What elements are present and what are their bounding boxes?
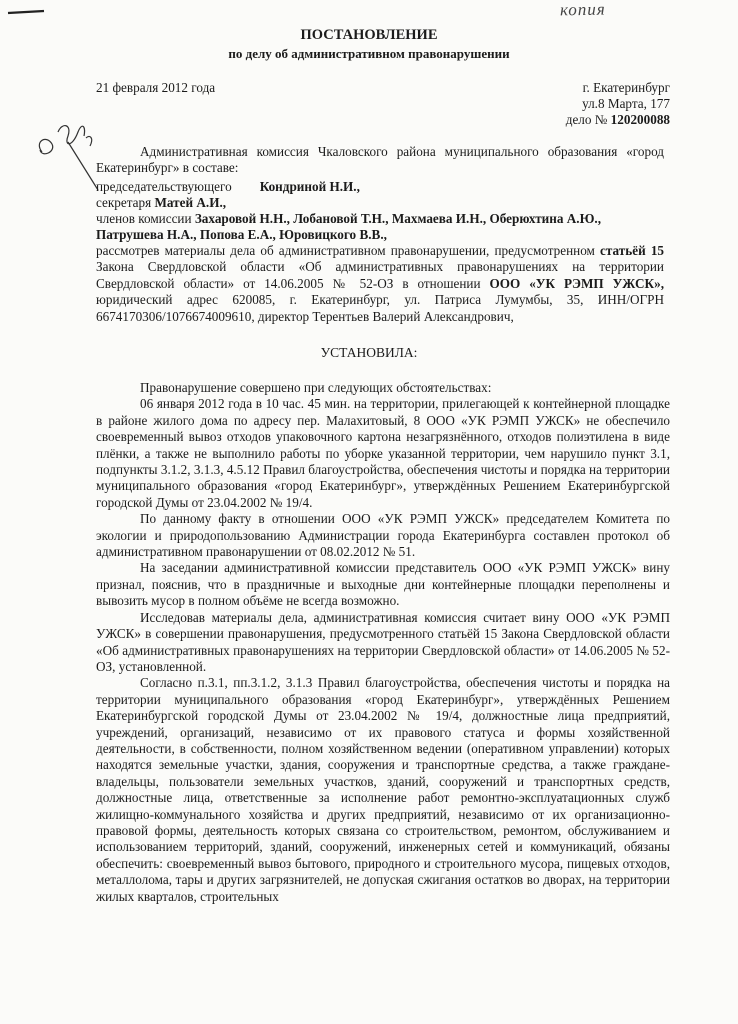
secretary-line <box>96 195 226 211</box>
case-label: дело № <box>565 112 611 127</box>
address: ул.8 Марта, 177 <box>582 96 670 111</box>
paragraph-1: Правонарушение совершено при следующих обстоятельствах: <box>140 380 492 395</box>
case-number: 120200088 <box>610 112 670 127</box>
secretary-name: Матей А.И., <box>154 195 227 210</box>
city: г. Екатеринбург <box>582 80 670 95</box>
secretary-label: секретаря <box>96 195 155 210</box>
article-ref: статьёй 15 <box>600 243 665 258</box>
commission-intro: Административная комиссия Чкаловского района муниципального образования «город Екатеринбург» в составе: <box>96 144 664 176</box>
members-label: членов комиссии <box>96 211 195 226</box>
paragraph-3: По данному факту в отношении ООО «УК РЭМП УЖСК» председателем Комитета по экологии и природопользованию Администрации города Екатеринбурга составлен протокол об административном правонарушении от 08.02.2012 № 51. <box>96 511 670 560</box>
chair-label: председательствующего <box>96 179 232 194</box>
paragraph-2: 06 января 2012 года в 10 час. 45 мин. на территории, прилегающей к контейнерной площадке в районе жилого дома по адресу пер. Малахитовый, 8 ООО «УК РЭМП УЖСК» не обеспечило своевременный вывоз отходов упаковочного картона незагрязнённого, отходов полиэтилена в виде плёнки, а также не выполнило работы по уборке указанной территории, чем нарушило пункт 3.1, подпункты 3.1.2, 3.1.3, 4.5.12 Правил благоустройства, обеспечения чистоты и порядка на территории муниципального образования «город Екатеринбург», утверждённых Решением Екатеринбургской городской Думы от 23.04.2002 № 19/4. <box>96 396 670 510</box>
members-list-2: Патрушева Н.А., Попова Е.А., Юровицкого В.В., <box>96 227 387 242</box>
chair-name: Кондриной Н.И., <box>259 179 360 194</box>
considered-paragraph: рассмотрев материалы дела об административном правонарушении, предусмотренном статьёй 15 Закона Свердловской области «Об административных правонарушениях на территории Свердловской области» от 14.06.2005 № 52-ОЗ в отношении ООО «УК РЭМП УЖСК», юридический адрес 620085, г. Екатеринбург, ул. Патриса Лумумбы, 35, ИНН/ОГРН 6674170306/1076674009610, директор Терентьев Валерий Александрович, <box>96 243 665 324</box>
handwritten-dash-mark <box>6 8 46 17</box>
organization-name: ООО «УК РЭМП УЖСК», <box>489 275 664 291</box>
established-heading: УСТАНОВИЛА: <box>320 345 418 360</box>
decision-date: 21 февраля 2012 года <box>96 80 216 95</box>
paragraph-4: На заседании административной комиссии представитель ООО «УК РЭМП УЖСК» вину признал, пояснив, что в праздничные и выходные дни контейнерные площадки переполнены и вывозить мусор в полном объёме не всегда возможно. <box>96 560 670 609</box>
document-title: ПОСТАНОВЛЕНИЕ <box>300 27 438 43</box>
chair-line <box>96 179 360 195</box>
document-subtitle: по делу об административном правонарушении <box>228 46 510 61</box>
members-line <box>96 211 601 227</box>
body-text <box>96 380 670 905</box>
members-list-1: Захаровой Н.Н., Лобановой Т.Н., Махмаева И.Н., Оберюхтина А.Ю., <box>194 211 602 226</box>
case-number-line <box>480 112 670 128</box>
copy-stamp: копия <box>559 0 606 20</box>
paragraph-5: Исследовав материалы дела, административная комиссия считает вину ООО «УК РЭМП УЖСК» в совершении правонарушения, предусмотренного статьёй 15 Закона Свердловской области «Об административных правонарушениях на территории Свердловской области» от 14.06.2005 № 52-ОЗ, установленной. <box>96 609 670 674</box>
paragraph-6: Согласно п.3.1, пп.3.1.2, 3.1.3 Правил благоустройства, обеспечения чистоты и порядка на территории муниципального образования «город Екатеринбург», утверждённых Решением Екатеринбургской городской Думы от 23.04.2002 № 19/4, должностные лица предприятий, учреждений, организаций, независимо от их правового статуса и формы хозяйственной деятельности, в собственности, полном хозяйственном ведении (оперативном управлении) которых находятся земельные участки, здания, сооружения и транспортные средства, а также граждане-владельцы, пользователи земельных участков, зданий, сооружений и транспортных средств, должностные лица, ответственные за исполнение работ ремонтно-эксплуатационных служб жилищно-коммунального хозяйства и других предприятий, независимо от их организационно-правовой формы, деятельность которых связана со строительством, ремонтом, обслуживанием и использованием территорий, зданий, сооружений, инженерных сетей и коммуникаций, обязаны обеспечить: своевременный вывоз бытового, природного и строительного мусора, пищевых отходов, металлолома, тары и других загрязнителей, не допуская сжигания остатков во дворах, на территории жилых кварталов, строительных <box>96 675 670 904</box>
